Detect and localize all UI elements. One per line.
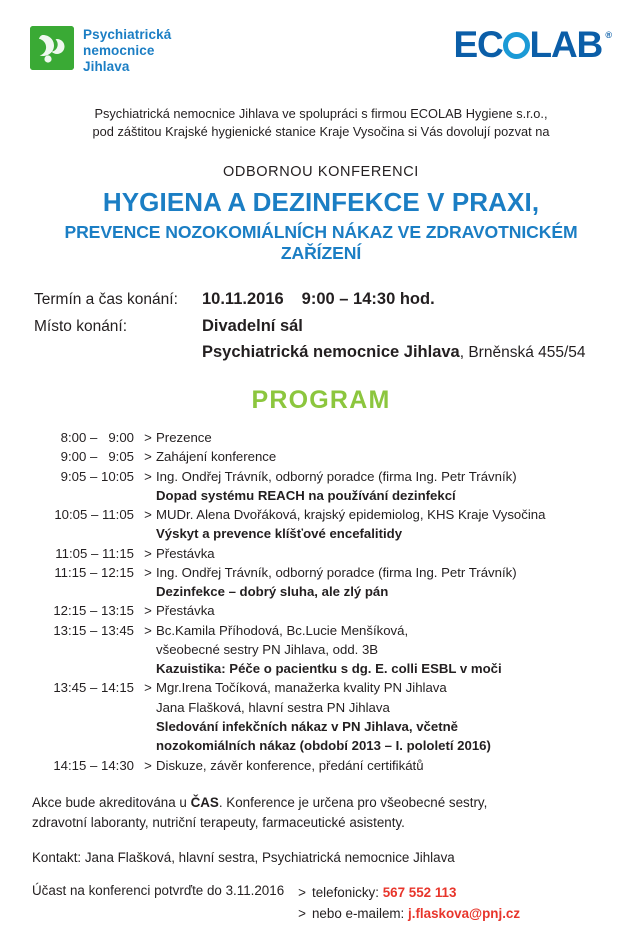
header: [30, 0, 612, 75]
arrow-icon: >: [144, 757, 152, 773]
hospital-logo-line-2: nemocnice: [83, 42, 155, 58]
arrow-icon: >: [144, 430, 152, 446]
program-row: [30, 601, 612, 620]
program-row: [30, 678, 612, 755]
event-date-value: [202, 286, 435, 313]
program-row-speaker: Přestávka: [156, 545, 215, 561]
accreditation-note: [30, 793, 612, 833]
program-row-description: [156, 563, 612, 602]
program-row-speaker: Přestávka: [156, 603, 215, 619]
event-venue-address: , Brněnská 455/54: [459, 344, 586, 362]
program-row-speaker: Zahájení konference: [156, 449, 277, 465]
program-row-time: 11:05 – 11:15: [55, 545, 134, 561]
hospital-logo-line-1: Psychiatrická: [83, 27, 172, 42]
confirmation-channels: [298, 883, 612, 925]
program-row-topic: Kazuistika: Péče o pacientku s dg. E. colli ESBL v moči: [156, 661, 502, 677]
event-venue-name: Psychiatrická nemocnice Jihlava: [202, 343, 460, 362]
program-row-description: [156, 505, 612, 544]
accreditation-pre: Akce bude akreditována u: [32, 794, 191, 810]
hospital-logo-icon: [30, 26, 74, 70]
program-row-speaker: Mgr.Irena Točíková, manažerka kvality PN Jihlava: [156, 680, 447, 696]
accreditation-org: ČAS: [190, 794, 219, 810]
page-title: HYGIENA A DEZINFEKCE V PRAXI,: [102, 186, 540, 217]
hospital-logo: [30, 26, 171, 75]
program-row-speaker: Ing. Ondřej Trávník, odborný poradce (firma Ing. Petr Trávník): [156, 564, 517, 580]
arrow-icon: >: [144, 545, 152, 561]
program-row: [30, 544, 612, 563]
program-row: [30, 428, 612, 447]
event-info: [30, 286, 612, 366]
program-row-time: 8:00 – 9:00: [60, 430, 134, 446]
confirmation-email-label: nebo e-mailem:: [311, 905, 405, 921]
ecolab-logo-part2: LAB: [529, 24, 602, 65]
arrow-icon: >: [144, 449, 152, 465]
confirmation-phone-number[interactable]: 567 552 113: [382, 885, 457, 901]
event-venue-row: [34, 339, 612, 366]
arrow-icon: >: [298, 905, 306, 921]
accreditation-line-2: zdravotní laboranty, nutriční terapeuty, farmaceutické asistenty.: [32, 814, 405, 830]
confirmation-email-address[interactable]: j.flaskova@pnj.cz: [408, 905, 521, 921]
event-venue-value: [202, 339, 586, 366]
program-row-time: 10:05 – 11:05: [54, 507, 134, 523]
ecolab-registered-mark: ®: [605, 30, 612, 40]
program-row-speaker: Jana Flašková, hlavní sestra PN Jihlava: [156, 699, 390, 715]
program-row-description: [156, 621, 612, 679]
intro-paragraph: [30, 105, 612, 142]
ecolab-logo: [454, 26, 612, 63]
page-subtitle: PREVENCE NOZOKOMIÁLNÍCH NÁKAZ VE ZDRAVOTNICKÉM ZAŘÍZENÍ: [64, 221, 578, 263]
arrow-icon: >: [144, 603, 152, 619]
arrow-icon: >: [298, 885, 306, 901]
program-row: [30, 756, 612, 775]
program-row-topic: Dezinfekce – dobrý sluha, ale zlý pán: [156, 584, 389, 600]
program-row-description: [156, 544, 612, 563]
arrow-icon: >: [144, 507, 152, 523]
event-date-label: Termín a čas konání:: [34, 290, 178, 308]
program-row-description: [156, 428, 612, 447]
program-heading: PROGRAM: [251, 386, 391, 415]
program-row: [30, 621, 612, 679]
program-row-topic: Dopad systému REACH na používání dezinfekcí: [156, 487, 456, 503]
program-table: [30, 428, 612, 775]
program-row-description: [156, 678, 612, 755]
ecolab-logo-part1: EC: [453, 24, 503, 65]
program-row-speaker: všeobecné sestry PN Jihlava, odd. 3B: [156, 641, 379, 657]
intro-line-2: pod záštitou Krajské hygienické stanice Kraje Vysočina si Vás dovolují pozvat na: [92, 124, 550, 140]
program-row-time: 13:45 – 14:15: [53, 680, 134, 696]
program-row-description: [156, 467, 612, 506]
program-row-speaker: Bc.Kamila Příhodová, Bc.Lucie Menšíková,: [156, 622, 409, 638]
confirmation-phone-line: [298, 883, 612, 904]
program-row-time: 11:15 – 12:15: [54, 564, 134, 580]
confirmation-label: Účast na konferenci potvrďte do 3.11.2016: [32, 883, 285, 899]
contact-line: Kontakt: Jana Flašková, hlavní sestra, Psychiatrická nemocnice Jihlava: [32, 850, 455, 866]
intro-line-1: Psychiatrická nemocnice Jihlava ve spolupráci s firmou ECOLAB Hygiene s.r.o.,: [94, 105, 548, 121]
event-place-value: Divadelní sál: [202, 316, 303, 335]
program-row: [30, 505, 612, 544]
program-row: [30, 447, 612, 466]
program-row-time: 12:15 – 13:15: [53, 603, 134, 619]
event-date-row: [34, 286, 612, 313]
event-place-row: [34, 313, 612, 340]
conference-kicker: ODBORNOU KONFERENCI: [223, 163, 419, 180]
program-row-topic: Výskyt a prevence klíšťové encefalitidy: [156, 526, 403, 542]
program-row-time: 9:05 – 10:05: [60, 468, 134, 484]
program-row-topic: nozokomiálních nákaz (období 2013 – I. pololetí 2016): [156, 738, 491, 754]
event-time: 9:00 – 14:30 hod.: [301, 289, 435, 308]
confirmation-block: [30, 883, 612, 925]
confirmation-phone-label: telefonicky:: [311, 885, 379, 901]
program-row-description: [156, 601, 612, 620]
program-row-description: [156, 756, 612, 775]
accreditation-post: . Konference je určena pro všeobecné sestry,: [218, 794, 488, 810]
arrow-icon: >: [144, 468, 152, 484]
program-row-speaker: MUDr. Alena Dvořáková, krajský epidemiolog, KHS Kraje Vysočina: [156, 507, 546, 523]
arrow-icon: >: [144, 622, 152, 638]
event-date: 10.11.2016: [202, 289, 284, 308]
program-row-speaker: Diskuze, závěr konference, předání certifikátů: [156, 757, 424, 773]
hospital-logo-line-3: Jihlava: [83, 58, 130, 74]
program-row-speaker: Prezence: [156, 430, 212, 446]
arrow-icon: >: [144, 680, 152, 696]
event-place-label: Místo konání:: [34, 317, 128, 335]
program-row: [30, 467, 612, 506]
arrow-icon: >: [144, 564, 152, 580]
program-row-time: 14:15 – 14:30: [53, 757, 134, 773]
program-row: [30, 563, 612, 602]
ecolab-logo-text: [454, 26, 602, 63]
program-row-speaker: Ing. Ondřej Trávník, odborný poradce (firma Ing. Petr Trávník): [156, 468, 517, 484]
ecolab-logo-o-ring-icon: [503, 32, 530, 59]
program-row-time: 13:15 – 13:45: [53, 622, 134, 638]
program-row-description: [156, 447, 612, 466]
program-row-time: 9:00 – 9:05: [60, 449, 134, 465]
hospital-logo-text: [83, 26, 171, 75]
program-row-topic: Sledování infekčních nákaz v PN Jihlava, včetně: [156, 719, 458, 734]
accreditation-line-1: [32, 793, 612, 813]
